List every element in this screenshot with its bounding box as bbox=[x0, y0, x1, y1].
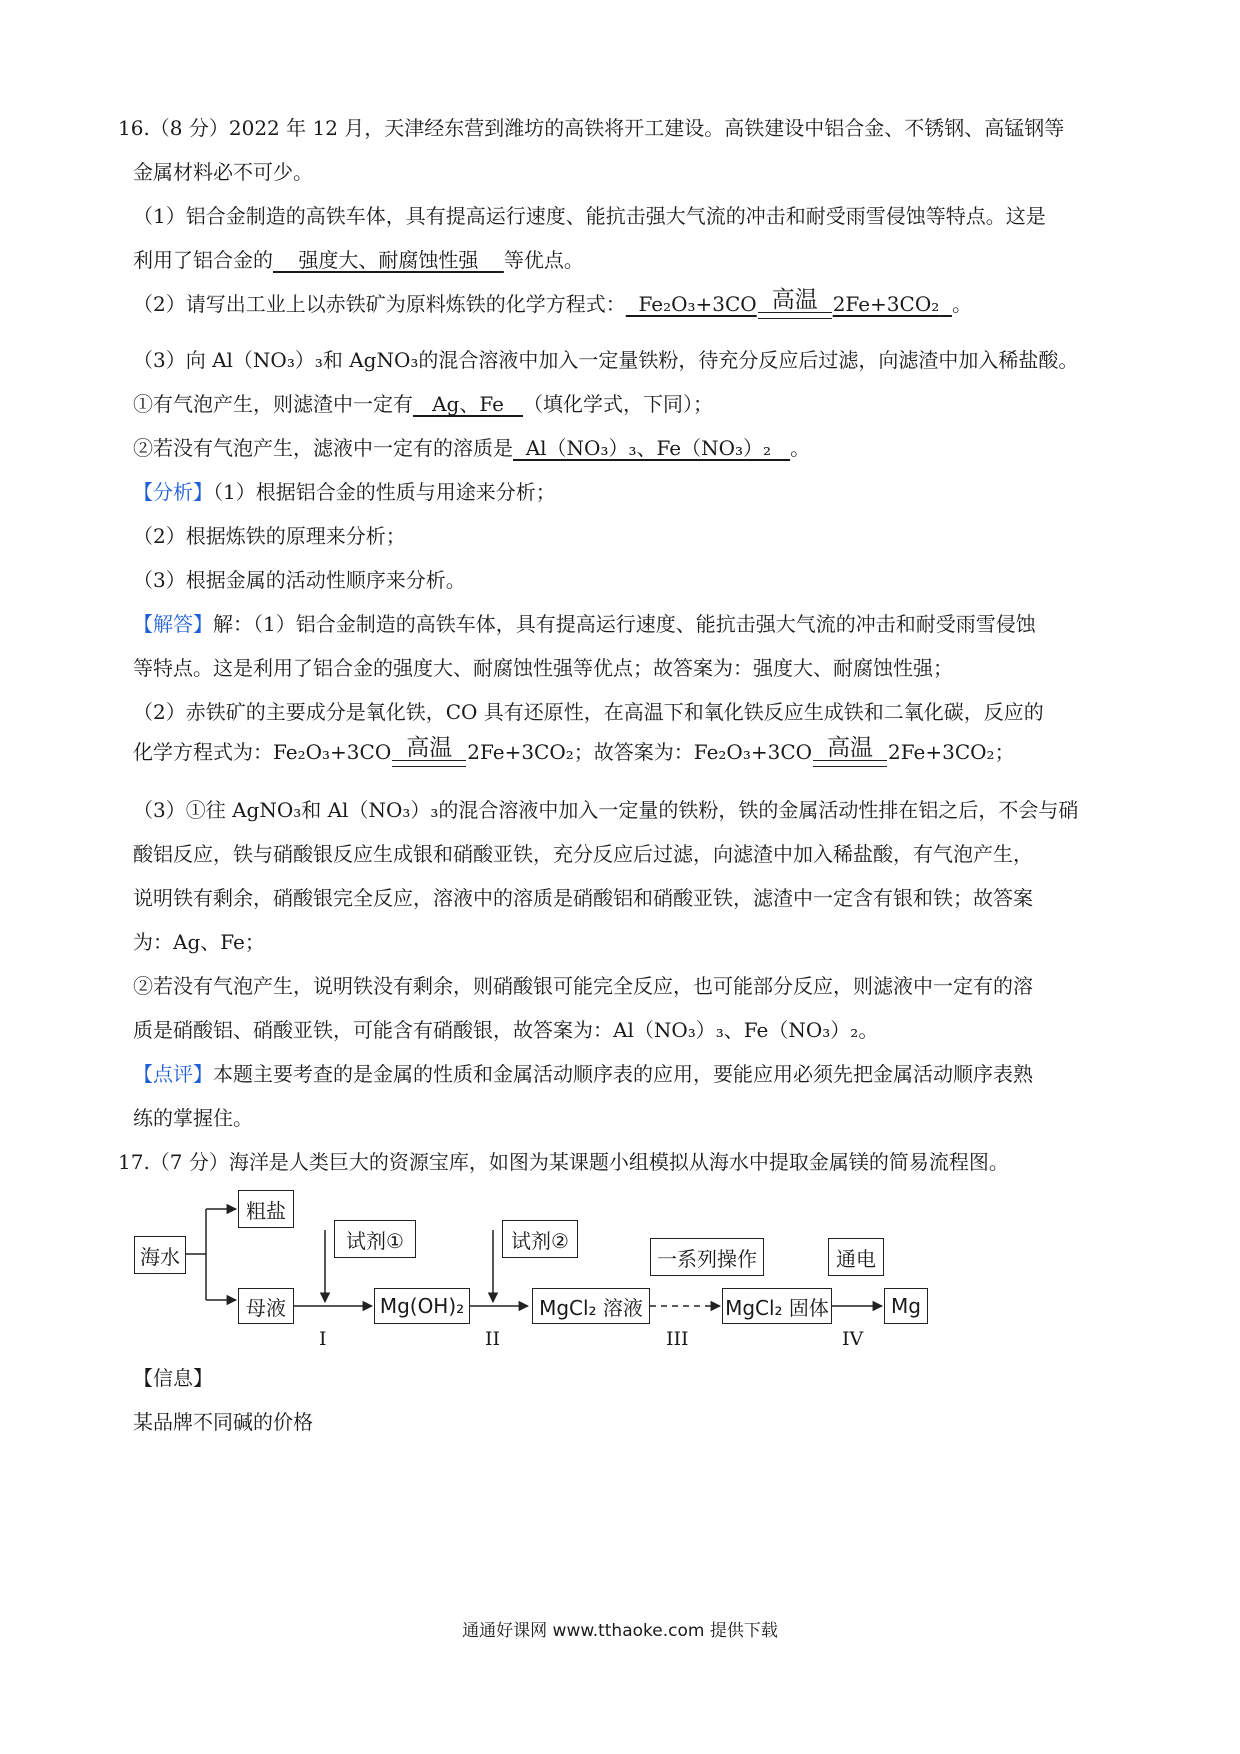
eq-rhs: 2Fe+3CO₂ bbox=[832, 292, 940, 316]
q17-title: 17.（7 分）海洋是人类巨大的资源宝库，如图为某课题小组模拟从海水中提取金属镁的简易流程图。 bbox=[118, 1150, 1009, 1174]
step-label-2: II bbox=[485, 1328, 501, 1350]
answer-eq-2-rhs: 2Fe+3CO₂ bbox=[888, 740, 995, 764]
info-tag: 【信息】 bbox=[133, 1366, 213, 1390]
answer-2b-post: ； bbox=[994, 740, 1015, 764]
q16-title-cont: 金属材料必不可少。 bbox=[133, 160, 313, 184]
q16-answer-1: 强度大、耐腐蚀性强 bbox=[273, 248, 504, 272]
comment-1-text: 本题主要考查的是金属的性质和金属活动顺序表的应用，要能应用必须先把金属活动顺序表熟 bbox=[213, 1062, 1033, 1086]
electrolysis-box: 通电 bbox=[828, 1238, 884, 1276]
q16-part3: （3）向 Al（NO₃）₃和 AgNO₃的混合溶液中加入一定量铁粉，待充分反应后过滤，向滤渣中加入稀盐酸。 bbox=[133, 348, 1079, 372]
reagent1-box: 试剂① bbox=[334, 1220, 416, 1258]
mg-box: Mg bbox=[884, 1288, 928, 1324]
q16-answer-3b: Al（NO₃）₃、Fe（NO₃）₂ bbox=[513, 436, 791, 460]
eq-lhs: Fe₂O₃+3CO bbox=[638, 292, 757, 316]
page-footer: 通通好课网 www.tthaoke.com 提供下载 bbox=[462, 1621, 778, 1641]
answer-3b: 酸铝反应，铁与硝酸银反应生成银和硝酸亚铁，充分反应后过滤，向滤渣中加入稀盐酸，有气泡产生， bbox=[133, 842, 1033, 866]
answer-2b-mid: ；故答案为： bbox=[573, 740, 694, 764]
answer-1b: 等特点。这是利用了铝合金的强度大、耐腐蚀性强等优点；故答案为：强度大、耐腐蚀性强； bbox=[133, 656, 953, 680]
answer-2b-pre: 化学方程式为： bbox=[133, 740, 273, 764]
answer-3c: 说明铁有剩余，硝酸银完全反应，溶液中的溶质是硝酸铝和硝酸亚铁，滤渣中一定含有银和铁；故答案 bbox=[133, 886, 1033, 910]
answer-3d: 为：Ag、Fe； bbox=[133, 930, 265, 954]
analysis-tag: 【分析】 bbox=[133, 480, 213, 504]
q16-part3a-pre: ①有气泡产生，则滤渣中一定有 bbox=[133, 392, 413, 416]
mgcl2-solution-box: MgCl₂ 溶液 bbox=[532, 1288, 650, 1324]
mother-liquor-box: 母液 bbox=[238, 1288, 294, 1324]
answer-tag: 【解答】 bbox=[133, 612, 213, 636]
q16-part3b-pre: ②若没有气泡产生，滤液中一定有的溶质是 bbox=[133, 436, 513, 460]
answer-eq-1-lhs: Fe₂O₃+3CO bbox=[273, 740, 392, 764]
answer-1-text: 解：（1）铝合金制造的高铁车体，具有提高运行速度、能抗击强大气流的冲击和耐受雨雪侵蚀 bbox=[213, 612, 1036, 636]
analysis-1-text: （1）根据铝合金的性质与用途来分析； bbox=[213, 480, 556, 504]
q16-part1-post: 等优点。 bbox=[503, 248, 584, 272]
step-label-4: IV bbox=[842, 1328, 864, 1350]
q16-part3a-post: （填化学式，下同）； bbox=[523, 392, 714, 416]
answer-eq-2-lhs: Fe₂O₃+3CO bbox=[693, 740, 813, 764]
answer-3f: 质是硝酸铝、硝酸亚铁，可能含有硝酸银，故答案为：Al（NO₃）₃、Fe（NO₃）₂。 bbox=[133, 1018, 879, 1042]
answer-3e: ②若没有气泡产生，说明铁没有剩余，则硝酸银可能完全反应，也可能部分反应，则滤液中一定有的溶 bbox=[133, 974, 1033, 998]
q16-part1-pre: 利用了铝合金的 bbox=[133, 248, 273, 272]
q16-part2-pre: （2）请写出工业上以赤铁矿为原料炼铁的化学方程式： bbox=[133, 292, 626, 316]
q16-title: 16.（8 分）2022 年 12 月，天津经东营到潍坊的高铁将开工建设。高铁建设中铝合金、不锈钢、高锰钢等 bbox=[118, 116, 1065, 140]
eq-condition-text: 高温 bbox=[771, 287, 818, 313]
seawater-box: 海水 bbox=[134, 1236, 186, 1274]
analysis-2: （2）根据炼铁的原理来分析； bbox=[133, 524, 406, 548]
q16-answer-3a: Ag、Fe bbox=[413, 392, 524, 416]
operations-box: 一系列操作 bbox=[650, 1238, 764, 1276]
step-label-1: I bbox=[319, 1328, 327, 1350]
answer-eq-1-condition-text: 高温 bbox=[406, 735, 453, 761]
crude-salt-box: 粗盐 bbox=[238, 1190, 294, 1228]
q16-part3b-post: 。 bbox=[790, 436, 811, 460]
answer-2: （2）赤铁矿的主要成分是氧化铁，CO 具有还原性，在高温下和氧化铁反应生成铁和二氧化碳，反应的 bbox=[133, 700, 1044, 724]
answer-eq-2-condition-text: 高温 bbox=[827, 735, 874, 761]
mgoh2-box: Mg(OH)₂ bbox=[374, 1288, 470, 1324]
info-text: 某品牌不同碱的价格 bbox=[133, 1410, 313, 1434]
analysis-3: （3）根据金属的活动性顺序来分析。 bbox=[133, 568, 466, 592]
q16-part1: （1）铝合金制造的高铁车体，具有提高运行速度、能抗击强大气流的冲击和耐受雨雪侵蚀等特点。这是 bbox=[133, 204, 1046, 228]
answer-eq-1-rhs: 2Fe+3CO₂ bbox=[467, 740, 574, 764]
mgcl2-solid-box: MgCl₂ 固体 bbox=[722, 1288, 832, 1324]
answer-3: （3）①往 AgNO₃和 Al（NO₃）₃的混合溶液中加入一定量的铁粉，铁的金属活动性排在铝之后，不会与硝 bbox=[133, 798, 1079, 822]
step-label-3: III bbox=[666, 1328, 689, 1350]
comment-tag: 【点评】 bbox=[133, 1062, 213, 1086]
q16-part2-post: 。 bbox=[951, 292, 972, 316]
reagent2-box: 试剂② bbox=[502, 1220, 578, 1258]
comment-1b: 练的掌握住。 bbox=[133, 1106, 253, 1130]
